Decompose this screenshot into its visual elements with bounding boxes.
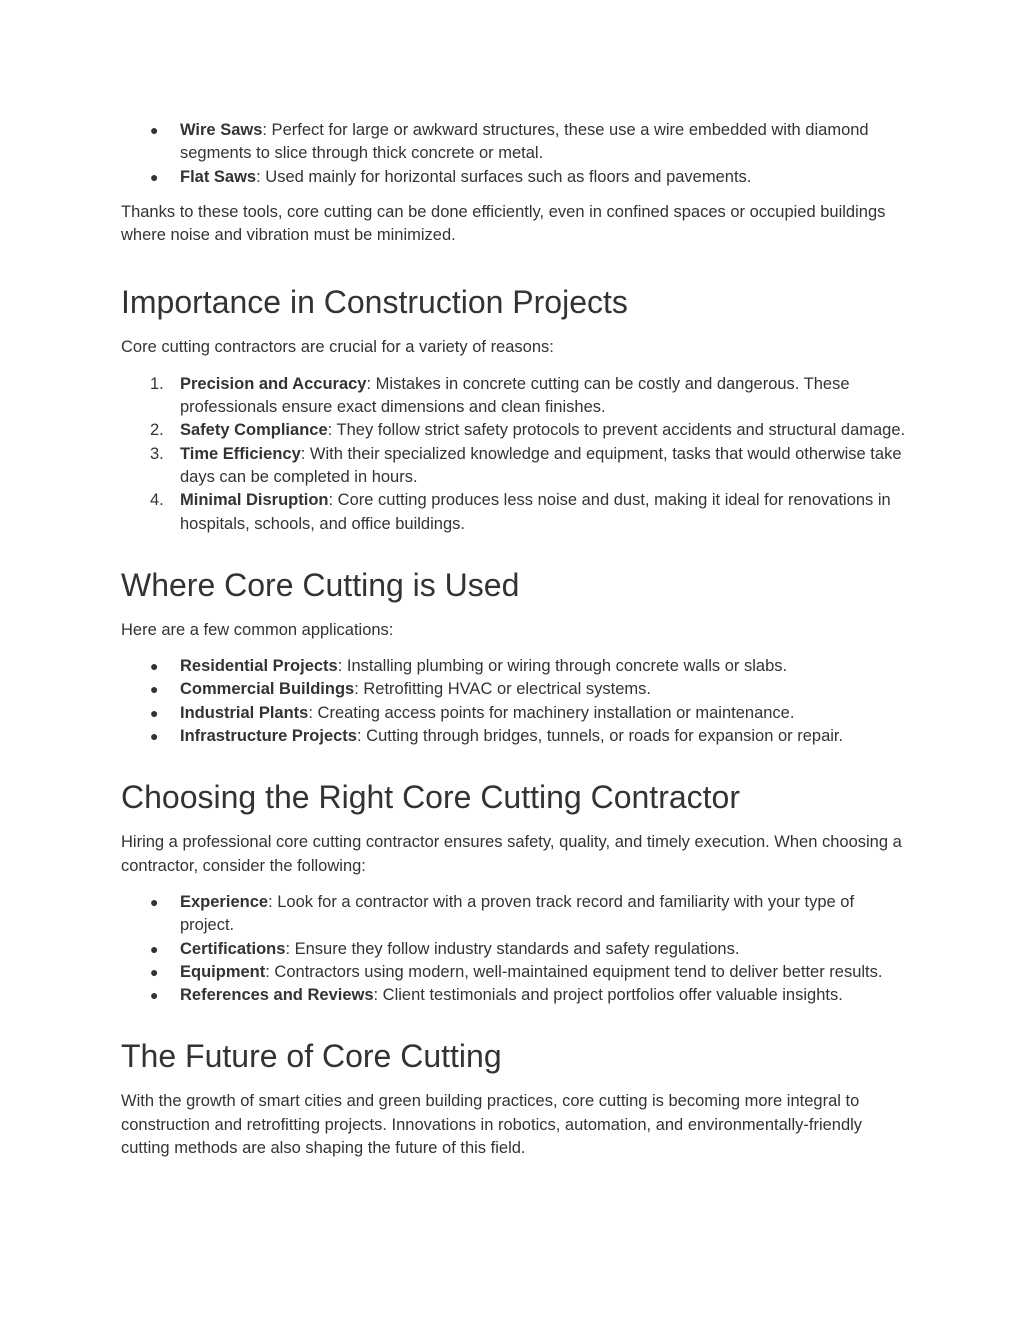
list-item-text: : Core cutting produces less noise and dust, making it ideal for renovations in hospitals, schools, and office buildings.: [180, 491, 891, 533]
bullet-icon: ●: [150, 704, 159, 721]
list-item-text: : Ensure they follow industry standards and safety regulations.: [285, 939, 740, 958]
list-item-term: References and Reviews: [180, 986, 374, 1005]
list-item: [121, 119, 911, 166]
list-item: [121, 961, 911, 984]
list-item-term: Minimal Disruption: [180, 491, 329, 510]
list-item-number: 3.: [150, 444, 164, 463]
bullet-icon: ●: [150, 681, 159, 698]
list-item-text: : Look for a contractor with a proven track record and familiarity with your type of project.: [180, 892, 855, 935]
section-heading-where: Where Core Cutting is Used: [121, 566, 520, 603]
document-page: [121, 119, 911, 1160]
list-item-term: Precision and Accuracy: [180, 374, 367, 393]
importance-paragraph: Core cutting contractors are crucial for a variety of reasons:: [121, 338, 554, 357]
list-item-term: Infrastructure Projects: [180, 727, 357, 746]
list-item-text: : They follow strict safety protocols to prevent accidents and structural damage.: [327, 421, 906, 440]
list-item-number: 1.: [150, 374, 164, 393]
list-item: [121, 655, 911, 678]
section-heading-importance: Importance in Construction Projects: [121, 284, 628, 321]
future-paragraph: With the growth of smart cities and green building practices, core cutting is becoming more integral to construction and retrofitting projects. Innovations in robotics, automation, and environmentally-friendly cutting methods are also shaping the future of this field.: [121, 1092, 863, 1158]
list-item: [121, 419, 911, 442]
list-item: [121, 938, 911, 961]
list-item: [121, 443, 911, 490]
list-item-text: : Installing plumbing or wiring through concrete walls or slabs.: [337, 657, 788, 676]
list-item-term: Time Efficiency: [180, 444, 301, 463]
criteria-list: [121, 891, 911, 1007]
list-item-text: : With their specialized knowledge and equipment, tasks that would otherwise take days can be completed in hours.: [180, 444, 902, 486]
list-item-number: 4.: [150, 491, 164, 510]
tool-list: [121, 119, 911, 189]
list-item-text: : Contractors using modern, well-maintained equipment tend to deliver better results.: [265, 962, 883, 981]
bullet-icon: ●: [150, 987, 159, 1004]
importance-list: [121, 373, 911, 536]
where-paragraph: Here are a few common applications:: [121, 620, 394, 639]
list-item: [121, 984, 911, 1007]
list-item-text: : Cutting through bridges, tunnels, or roads for expansion or repair.: [356, 727, 844, 746]
bullet-icon: ●: [150, 893, 159, 910]
list-item-text: : Mistakes in concrete cutting can be costly and dangerous. These professionals ensure exact dimensions and clean finishes.: [180, 374, 850, 417]
bullet-icon: ●: [150, 168, 159, 185]
bullet-icon: ●: [150, 122, 159, 138]
bullet-icon: ●: [150, 963, 159, 980]
list-item: [121, 891, 911, 938]
applications-list: [121, 655, 911, 748]
list-item-text: : Used mainly for horizontal surfaces such as floors and pavements.: [256, 167, 752, 186]
list-item-term: Residential Projects: [180, 657, 338, 676]
list-item-text: : Retrofitting HVAC or electrical systems.: [354, 680, 651, 699]
section-heading-future: The Future of Core Cutting: [121, 1038, 502, 1075]
list-item-term: Industrial Plants: [180, 703, 309, 722]
list-item-text: : Client testimonials and project portfolios offer valuable insights.: [373, 986, 843, 1005]
list-item-term: Commercial Buildings: [180, 680, 355, 699]
list-item-text: : Creating access points for machinery installation or maintenance.: [308, 703, 795, 722]
list-item-term: Wire Saws: [180, 121, 263, 139]
list-item-text: : Perfect for large or awkward structures, these use a wire embedded with diamond segments to slice through thick concrete or metal.: [180, 121, 869, 163]
list-item-term: Experience: [180, 892, 269, 911]
list-item-term: Equipment: [180, 962, 266, 981]
list-item: [121, 373, 911, 420]
list-item: [121, 725, 911, 748]
list-item: [121, 166, 911, 189]
bullet-icon: ●: [150, 940, 159, 957]
intro-paragraph: Thanks to these tools, core cutting can be done efficiently, even in confined spaces or occupied buildings where noise and vibration must be minimized.: [121, 202, 886, 245]
list-item: [121, 489, 911, 536]
list-item-term: Safety Compliance: [180, 421, 328, 440]
list-item-term: Flat Saws: [180, 167, 257, 186]
list-item-number: 2.: [150, 421, 164, 440]
section-heading-choosing: Choosing the Right Core Cutting Contractor: [121, 779, 740, 816]
list-item: [121, 702, 911, 725]
choosing-paragraph: Hiring a professional core cutting contractor ensures safety, quality, and timely execution. When choosing a contractor, consider the following:: [121, 833, 902, 875]
bullet-icon: ●: [150, 728, 159, 745]
list-item-term: Certifications: [180, 939, 286, 958]
list-item: [121, 678, 911, 701]
bullet-icon: ●: [150, 658, 159, 675]
